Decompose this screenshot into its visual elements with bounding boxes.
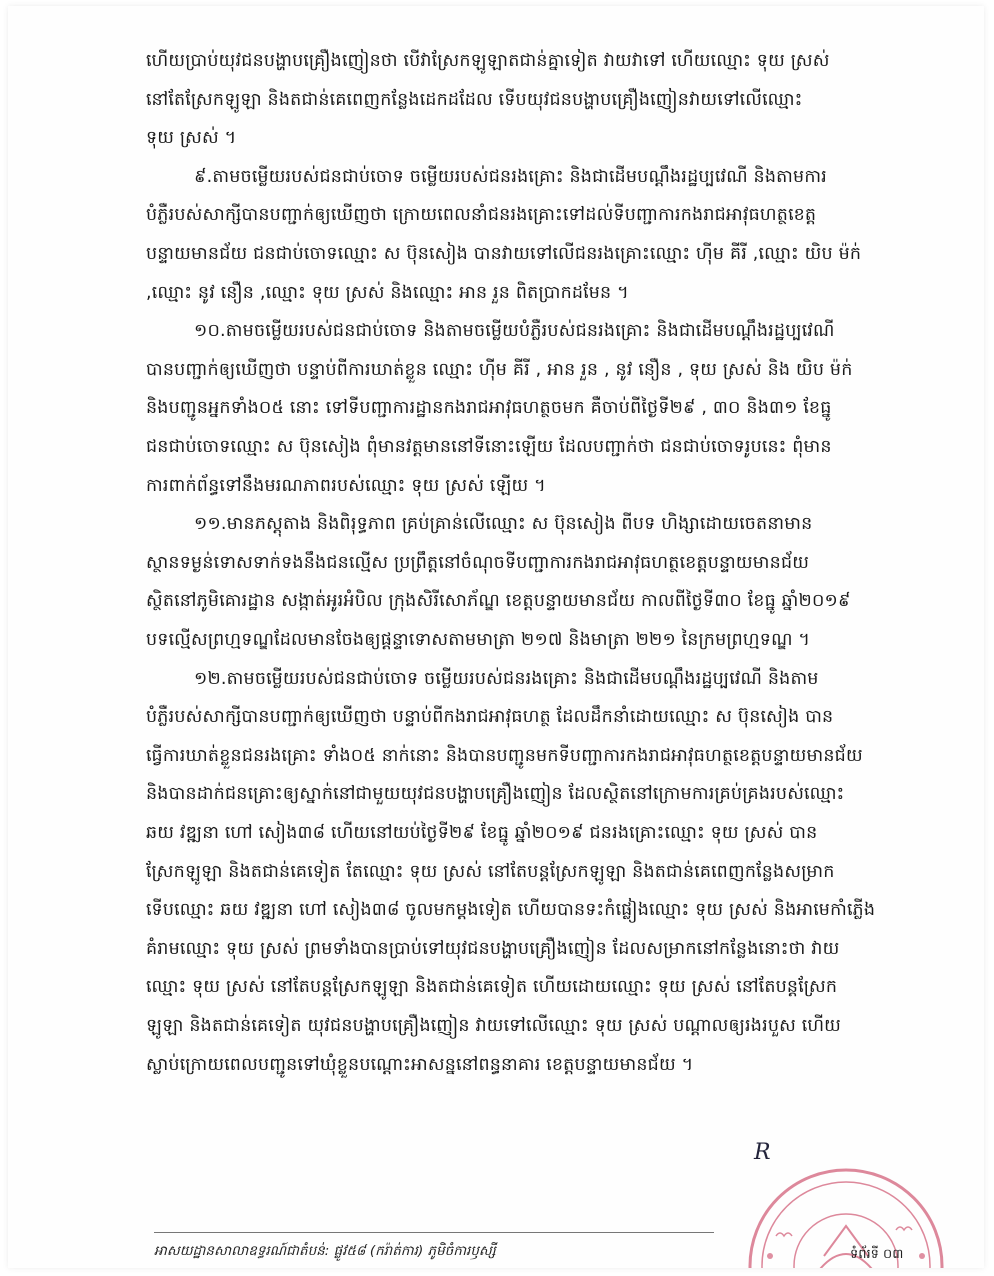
text-line: ធ្វើការឃាត់ខ្លួនជនរងគ្រោះ ទាំង០៥ នាក់នោះ និងបានបញ្ជូនមកទីបញ្ជាការកងរាជអាវុធហត្ថខេត្តបន្ទាយមានជ័យ: [146, 745, 863, 766]
text-line: គំរាមឈ្មោះ ទុយ ស្រស់ ព្រមទាំងបានប្រាប់ទៅយុវជនបង្ហាបគ្រឿងញៀន ដែលសម្រាកនៅកន្លែងនោះថា វាយ: [146, 938, 840, 959]
footer-address: អាសយដ្ឋានសាលាឧទ្ធរណ៍ជាតំបន់: ផ្លូវ៥៨ (ករ៉ាត់ការ) ភូមិចំការឫស្សី: [154, 1243, 496, 1259]
page-number: ទំព័រទី ០៣: [850, 1247, 904, 1262]
text-line: បានបញ្ជាក់ឲ្យឃើញថា បន្ទាប់ពីការឃាត់ខ្លួន ឈ្មោះ ហ៊ីម គីរី , អាន រួន , នូវ នឿន , ទុយ ស្រស់ និង យិប ម៉ក់: [146, 359, 853, 380]
text-line: ១១.មានភស្តុតាង និងពិរុទ្ធភាព គ្រប់គ្រាន់លើឈ្មោះ ស ប៊ុនសៀង ពីបទ ហិង្សាដោយចេតនាមាន: [194, 514, 813, 535]
text-line: ស្ថិតនៅភូមិគោរដ្ឋាន សង្កាត់អូរអំបិល ក្រុងសិរីសោភ័ណ្ឌ ខេត្តបន្ទាយមានជ័យ កាលពីថ្ងៃទី៣០ ខែធ្នូ ឆ្នាំ២០១៩: [146, 591, 851, 612]
text-line: ហើយប្រាប់យុវជនបង្ហាបគ្រឿងញៀនថា បើវាស្រែកឡូឡាតជាន់គ្នាទៀត វាយវាទៅ ហើយឈ្មោះ ទុយ ស្រស់: [146, 51, 830, 71]
text-line: និងបានដាក់ជនគ្រោះឲ្យស្នាក់នៅជាមួយយុវជនបង្ហាបគ្រឿងញៀន ដែលស្ថិតនៅក្រោមការគ្រប់គ្រងរបស់ឈ្មោះ: [146, 784, 845, 805]
text-line: ១២.តាមចម្លើយរបស់ជនជាប់ចោទ ចម្លើយរបស់ជនរងគ្រោះ និងជាដើមបណ្តឹងរដ្ឋប្បវេណី និងតាម: [194, 668, 819, 689]
text-line: ជនជាប់ចោទឈ្មោះ ស ប៊ុនសៀង ពុំមានវត្តមាននៅទីនោះឡើយ ដែលបញ្ជាក់ថា ជនជាប់ចោទរូបនេះ ពុំមាន: [146, 437, 832, 457]
text-line: និងបញ្ជូនអ្នកទាំង០៥ នោះ ទៅទីបញ្ជាការដ្ឋានកងរាជអាវុធហត្ថចមក គឺចាប់ពីថ្ងៃទី២៩ , ៣០ និង៣១ ខែធ្នូ: [146, 398, 832, 419]
text-line: បំភ្លឺរបស់សាក្សីបានបញ្ជាក់ឲ្យឃើញថា បន្ទាប់ពីកងរាជអាវុធហត្ថ ដែលដឹកនាំដោយឈ្មោះ ស ប៊ុនសៀង បាន: [146, 707, 834, 728]
text-line: បំភ្លឺរបស់សាក្សីបានបញ្ជាក់ឲ្យឃើញថា ក្រោយពេលនាំជនរងគ្រោះទៅដល់ទីបញ្ជាការកងរាជអាវុធហត្ថខេត្ត: [146, 205, 817, 226]
text-line: ស្ថានទម្ងន់ទោសទាក់ទងនឹងជនល្មើស ប្រព្រឹត្តនៅចំណុចទីបញ្ជាការកងរាជអាវុធហត្ថខេត្តបន្ទាយមានជ័យ: [146, 552, 810, 573]
text-line: ឈ្មោះ ទុយ ស្រស់ នៅតែបន្តស្រែកឡូឡា និងតជាន់គេទៀត ហើយដោយឈ្មោះ ទុយ ស្រស់ នៅតែបន្តស្រែក: [146, 977, 838, 998]
text-line: ៩.តាមចម្លើយរបស់ជនជាប់ចោទ ចម្លើយរបស់ជនរងគ្រោះ និងជាដើមបណ្តឹងរដ្ឋប្បវេណី និងតាមការ: [194, 166, 827, 187]
text-line: បន្ទាយមានជ័យ ជនជាប់ចោទឈ្មោះ ស ប៊ុនសៀង បានវាយទៅលើជនរងគ្រោះឈ្មោះ ហ៊ីម គីរី ,ឈ្មោះ យិប ម៉ក់: [146, 244, 862, 264]
text-line: ,ឈ្មោះ នូវ នឿន ,ឈ្មោះ ទុយ ស្រស់ និងឈ្មោះ អាន រួន ពិតប្រាកដមែន ។: [146, 282, 629, 303]
text-line: ការពាក់ព័ន្ធទៅនឹងមរណភាពរបស់ឈ្មោះ ទុយ ស្រស់ ឡើយ ។: [146, 475, 546, 496]
text-line: ទុយ ស្រស់ ។: [146, 128, 237, 149]
footer-divider: [154, 1232, 714, 1233]
text-line: ស្លាប់ក្រោយពេលបញ្ជូនទៅឃុំខ្លួនបណ្តោះអាសន្ននៅពន្ធនាគារ ខេត្តបន្ទាយមានជ័យ ។: [146, 1054, 694, 1075]
official-seal-stamp: [736, 1156, 946, 1268]
text-line: នៅតែស្រែកឡូឡា និងតជាន់គេពេញកន្លែងដេកដដែល ទើបយុវជនបង្ហាបគ្រឿងញៀនវាយទៅលើឈ្មោះ: [146, 89, 803, 110]
text-line: ១០.តាមចម្លើយរបស់ជនជាប់ចោទ និងតាមចម្លើយបំភ្លឺរបស់ជនរងគ្រោះ និងជាដើមបណ្តឹងរដ្ឋប្បវេណី: [194, 321, 835, 342]
text-line: ឆយ វឌ្ឍនា ហៅ សៀង៣៨ ហើយនៅយប់ថ្ងៃទី២៩ ខែធ្នូ ឆ្នាំ២០១៩ ជនរងគ្រោះឈ្មោះ ទុយ ស្រស់ បាន: [146, 823, 818, 843]
handwritten-initial: R: [754, 1140, 771, 1165]
text-line: បទល្មើសព្រហ្មទណ្ឌដែលមានចែងឲ្យផ្តន្ទាទោសតាមមាត្រា ២១៧ និងមាត្រា ២២១ នៃក្រមព្រហ្មទណ្ឌ ។: [146, 630, 811, 650]
text-line: ស្រែកឡូឡា និងតជាន់គេទៀត តែឈ្មោះ ទុយ ស្រស់ នៅតែបន្តស្រែកឡូឡា និងតជាន់គេពេញកន្លែងសម្រាក: [146, 861, 835, 882]
text-line: ទើបឈ្មោះ ឆយ វឌ្ឍនា ហៅ សៀង៣៨ ចូលមកម្តងទៀត ហើយបានទះកំផ្លៀងឈ្មោះ ទុយ ស្រស់ និងអាមេកាំភ្លើង: [146, 900, 876, 921]
text-line: ឡូឡា និងតជាន់គេទៀត យុវជនបង្ហាបគ្រឿងញៀន វាយទៅលើឈ្មោះ ទុយ ស្រស់ បណ្តាលឲ្យរងរបួស ហើយ: [146, 1016, 842, 1036]
document-page: [8, 6, 984, 1268]
